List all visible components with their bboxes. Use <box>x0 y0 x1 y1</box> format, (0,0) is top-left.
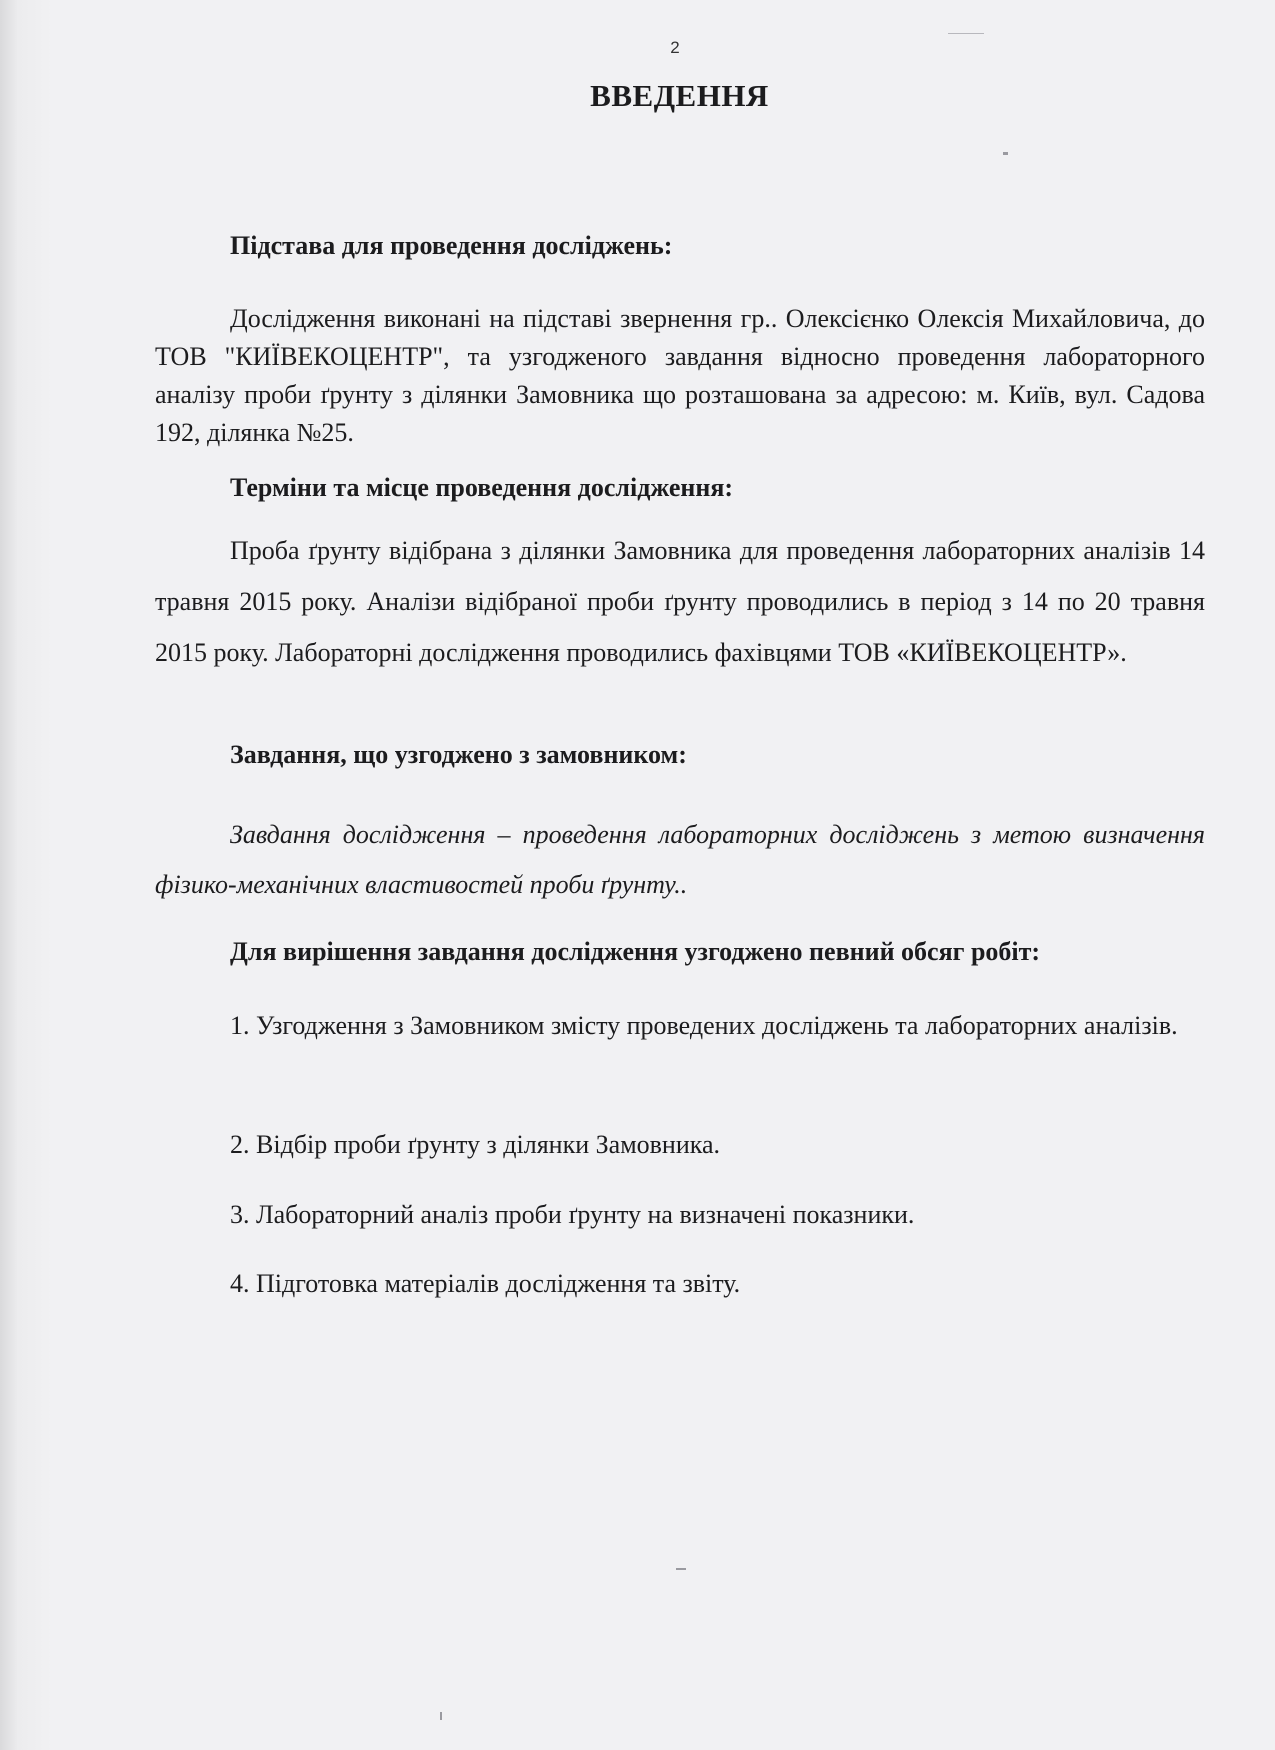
scan-artifact-mark <box>676 1568 686 1570</box>
basis-paragraph: Дослідження виконані на підставі звернення гр.. Олексієнко Олексія Михайловича, до ТОВ "КИЇВЕКОЦЕНТР", та узгодженого завдання відносно проведення лабораторного аналізу проби ґрунту з ділянки Замовника що розташована за адресою: м. Київ, вул. Садова 192, ділянка №25. <box>155 304 1205 447</box>
page-number: 2 <box>670 38 680 57</box>
task-heading: Завдання, що узгоджено з замовником: <box>230 740 687 769</box>
scope-heading: Для вирішення завдання дослідження узгоджено певний обсяг робіт: <box>230 937 1041 966</box>
scan-edge-shadow <box>0 0 52 1750</box>
scope-list-item: 4. Підготовка матеріалів дослідження та звіту. <box>230 1269 741 1298</box>
document-title: ВВЕДЕННЯ <box>590 78 769 113</box>
terms-paragraph: Проба ґрунту відібрана з ділянки Замовника для проведення лабораторних аналізів 14 травня 2015 року. Аналізи відібраної проби ґрунту проводились в період з 14 по 20 травня 2015 року. Лабораторні дослідження проводились фахівцями ТОВ «КИЇВЕКОЦЕНТР». <box>155 536 1205 667</box>
scan-artifact-mark <box>1003 152 1008 155</box>
scope-list-item: 3. Лабораторний аналіз проби ґрунту на визначені показники. <box>230 1200 915 1229</box>
scope-list-item: 2. Відбір проби ґрунту з ділянки Замовника. <box>230 1130 721 1159</box>
scan-artifact-mark <box>948 33 984 34</box>
task-paragraph: Завдання дослідження – проведення лабораторних досліджень з метою визначення фізико-механічних властивостей проби ґрунту.. <box>155 820 1205 899</box>
basis-heading: Підстава для проведення досліджень: <box>230 231 673 260</box>
scope-list-item: 1. Узгодження з Замовником змісту проведених досліджень та лабораторних аналізів. <box>230 1011 1178 1040</box>
terms-heading: Терміни та місце проведення дослідження: <box>230 473 734 502</box>
scan-artifact-mark <box>440 1712 442 1720</box>
